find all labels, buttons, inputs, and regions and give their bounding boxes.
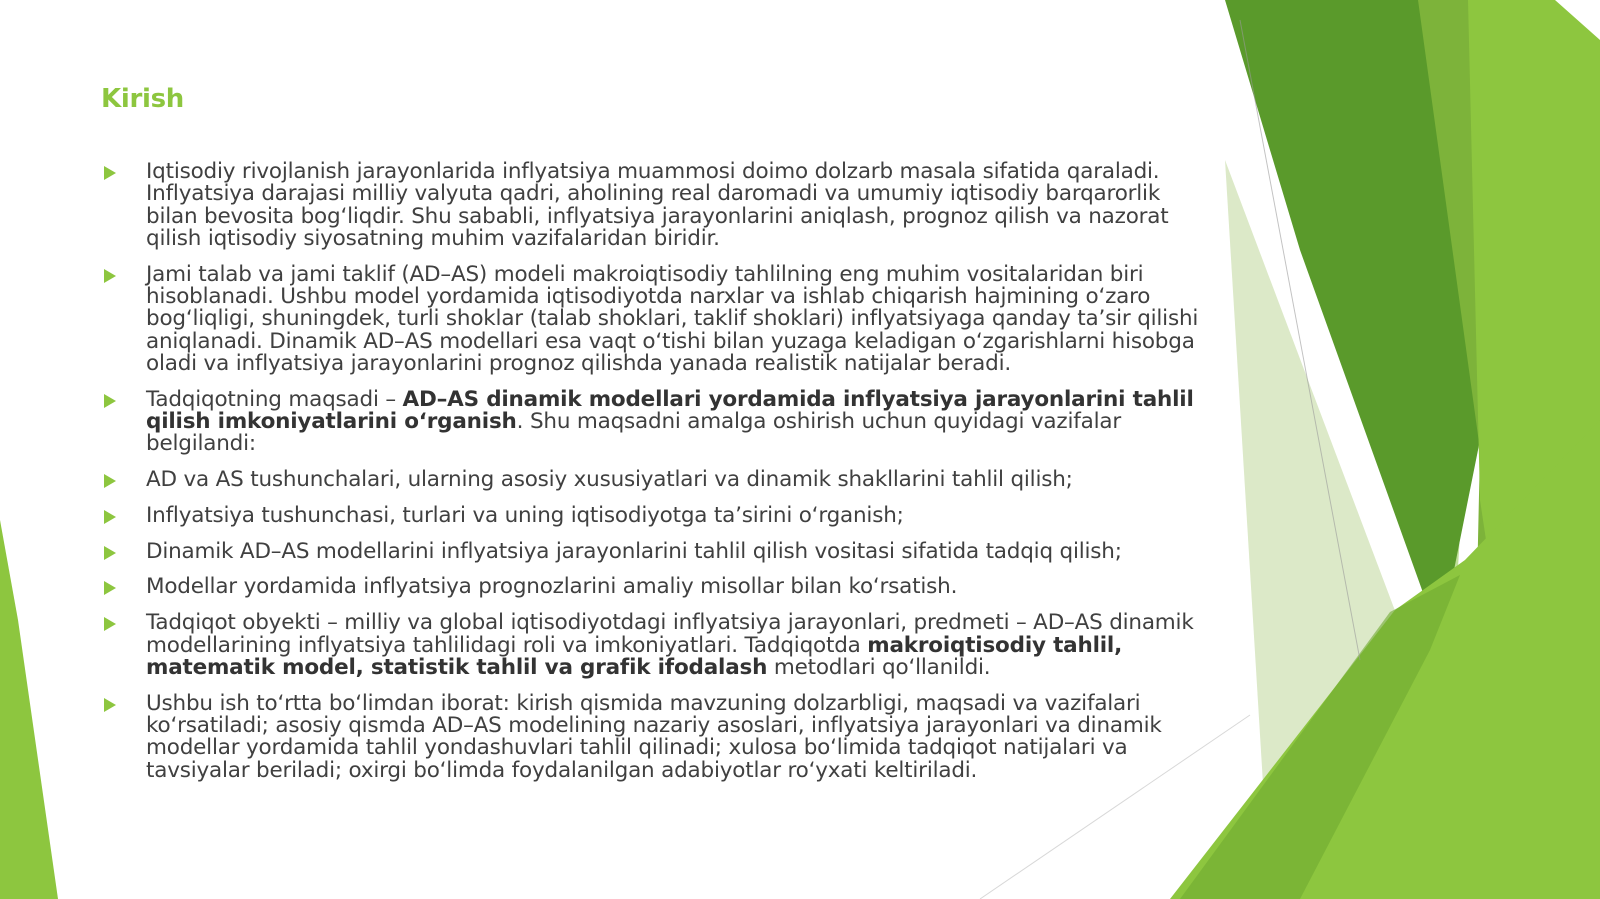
- bullet-text: Modellar yordamida inflyatsiya prognozlarini amaliy misollar bilan ko‘rsatish.: [146, 574, 958, 600]
- triangle-right-icon: [104, 269, 116, 283]
- triangle-right-icon: [104, 546, 116, 560]
- bullet-item: [101, 161, 1205, 250]
- bullet-item: [101, 469, 1205, 491]
- bullet-text: Dinamik AD–AS modellarini inflyatsiya jarayonlarini tahlil qilish vositasi sifatida tadqiq qilish;: [146, 538, 1122, 564]
- triangle-right-icon: [104, 166, 116, 180]
- bullet-text: Inflyatsiya tushunchasi, turlari va uning iqtisodiyotga ta’sirini o‘rganish;: [146, 502, 904, 528]
- triangle-right-icon: [104, 617, 116, 631]
- bullet-text-prefix: Tadqiqotning maqsadi –: [146, 386, 403, 412]
- triangle-right-icon: [104, 474, 116, 488]
- bullet-text-suffix: metodlari qo‘llanildi.: [767, 654, 991, 680]
- triangle-right-icon: [104, 581, 116, 595]
- bullet-text: Ushbu ish to‘rtta bo‘limdan iborat: kirish qismida mavzuning dolzarbligi, maqsadi va vazifalari ko‘rsatiladi; asosiy qismda AD–AS modelining nazariy asoslari, inflyatsiya jarayonlari va dinamik modellar yordamida tahlil yondashuvlari tahlil qilinadi; xulosa bo‘limida tadqiqot natijalari va tavsiyalar beriladi; oxirgi bo‘limda foydalanilgan adabiyotlar ro‘yxati keltiriladi.: [146, 690, 1162, 783]
- bullet-text-bold: makroiqtisodiy tahlil, matematik model, statistik tahlil va grafik ifodalash: [146, 632, 1123, 680]
- triangle-right-icon: [104, 394, 116, 408]
- bullet-text: Iqtisodiy rivojlanish jarayonlarida inflyatsiya muammosi doimo dolzarb masala sifatida qaraladi. Inflyatsiya darajasi milliy valyuta qadri, aholining real daromadi va umumiy iqtisodiy barqarorlik bilan bevosita bog‘liqdir. Shu sababli, inflyatsiya jarayonlarini aniqlash, prognoz qilish va nazorat qilish iqtisodiy siyosatning muhim vazifalaridan biridir.: [146, 159, 1169, 251]
- bullet-text: AD va AS tushunchalari, ularning asosiy xususiyatlari va dinamik shakllarini tahlil qilish;: [146, 467, 1073, 493]
- bullet-item: [101, 690, 1205, 783]
- bullet-text: Jami talab va jami taklif (AD–AS) modeli makroiqtisodiy tahlilning eng muhim vositalaridan biri hisoblanadi. Ushbu model yordamida iqtisodiyotda narxlar va ishlab chiqarish hajmining o‘zaro bog‘liqligi, shuningdek, turli shoklar (talab shoklari, taklif shoklari) inflyatsiyaga qanday ta’sir qilishi aniqlanadi. Dinamik AD–AS modellari esa vaqt o‘tishi bilan yuzaga keladigan o‘zgarishlarni hisobga oladi va inflyatsiya jarayonlarini prognoz qilishda yanada realistik natijalar beradi.: [146, 261, 1199, 376]
- bullet-text-suffix: . Shu maqsadni amalga oshirish uchun quyidagi vazifalar belgilandi:: [146, 408, 1121, 457]
- bullet-item: [101, 261, 1205, 376]
- triangle-right-icon: [104, 510, 116, 524]
- triangle-right-icon: [104, 698, 116, 712]
- bullet-text-bold: AD–AS dinamik modellari yordamida inflyatsiya jarayonlarini tahlil qilish imkoniyatlarini o‘rganish: [146, 386, 1194, 434]
- bullet-item: [101, 612, 1205, 679]
- slide-title: Kirish: [101, 84, 184, 114]
- bullet-item: [101, 502, 1205, 528]
- bullet-item: [101, 386, 1205, 457]
- bullet-item: [101, 576, 1205, 598]
- bullet-item: [101, 538, 1205, 564]
- bullet-list: [101, 161, 1205, 795]
- left-green-sliver: [0, 520, 58, 899]
- bullet-text-prefix: Tadqiqot obyekti – milliy va global iqtisodiyotdagi inflyatsiya jarayonlari, predmeti – AD–AS dinamik modellarining inflyatsiya tahlilidagi roli va imkoniyatlari. Tadqiqotda: [146, 610, 1194, 658]
